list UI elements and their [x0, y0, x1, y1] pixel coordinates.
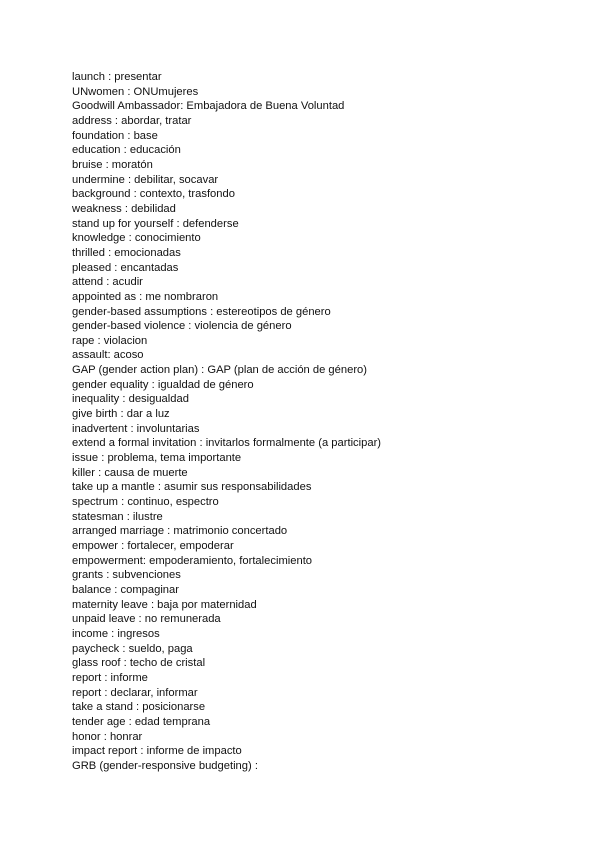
vocabulary-entry: glass roof : techo de cristal [72, 657, 206, 670]
vocabulary-entry: give birth : dar a luz [72, 408, 170, 421]
vocabulary-entry: GRB (gender-responsive budgeting) : [72, 759, 258, 772]
vocabulary-entry: assault: acoso [72, 349, 144, 362]
vocabulary-entry: launch : presentar [72, 71, 162, 83]
vocabulary-entry: foundation : base [72, 129, 158, 142]
vocabulary-entry: inadvertent : involuntarias [72, 422, 200, 435]
vocabulary-entry: GAP (gender action plan) : GAP (plan de acción de género) [72, 364, 367, 377]
vocabulary-entry: honor : honrar [72, 730, 143, 743]
vocabulary-list [72, 70, 381, 774]
vocabulary-entry: statesman : ilustre [72, 510, 163, 523]
vocabulary-entry: report : informe [72, 671, 148, 684]
vocabulary-entry: education : educación [72, 144, 181, 157]
vocabulary-entry: arranged marriage : matrimonio concertado [72, 525, 288, 538]
vocabulary-entry: take a stand : posicionarse [72, 701, 206, 714]
vocabulary-entry: gender-based violence : violencia de género [72, 320, 292, 333]
vocabulary-entry: empowerment: empoderamiento, fortalecimiento [72, 554, 313, 567]
vocabulary-entry: unpaid leave : no remunerada [72, 613, 221, 626]
vocabulary-entry: spectrum : continuo, espectro [72, 496, 219, 509]
vocabulary-entry: killer : causa de muerte [72, 466, 188, 479]
vocabulary-entry: undermine : debilitar, socavar [72, 173, 219, 186]
vocabulary-entry: bruise : moratón [72, 158, 153, 171]
vocabulary-entry: address : abordar, tratar [72, 114, 192, 127]
vocabulary-entry: maternity leave : baja por maternidad [72, 598, 257, 611]
vocabulary-entry: report : declarar, informar [72, 686, 198, 699]
vocabulary-entry: UNwomen : ONUmujeres [72, 85, 199, 98]
vocabulary-entry: knowledge : conocimiento [72, 232, 201, 245]
vocabulary-entry: pleased : encantadas [72, 261, 179, 274]
vocabulary-entry: issue : problema, tema importante [72, 452, 242, 465]
vocabulary-entry: stand up for yourself : defenderse [72, 217, 239, 230]
vocabulary-entry: paycheck : sueldo, paga [72, 642, 193, 655]
vocabulary-entry: empower : fortalecer, empoderar [72, 540, 234, 552]
vocabulary-entry: income : ingresos [72, 627, 160, 640]
vocabulary-entry: thrilled : emocionadas [72, 246, 181, 259]
vocabulary-entry: appointed as : me nombraron [72, 290, 219, 303]
vocabulary-entry: tender age : edad temprana [72, 715, 211, 728]
vocabulary-entry: gender-based assumptions : estereotipos de género [72, 305, 331, 318]
vocabulary-entry: attend : acudir [72, 276, 143, 289]
vocabulary-entry: balance : compaginar [72, 583, 179, 596]
vocabulary-entry: extend a formal invitation : invitarlos formalmente (a participar) [72, 437, 382, 450]
vocabulary-entry: weakness : debilidad [72, 202, 176, 215]
vocabulary-entry: grants : subvenciones [72, 569, 181, 582]
vocabulary-entry: gender equality : igualdad de género [72, 378, 254, 391]
vocabulary-entry: take up a mantle : asumir sus responsabilidades [72, 481, 312, 494]
vocabulary-entry: Goodwill Ambassador: Embajadora de Buena Voluntad [72, 100, 345, 113]
vocabulary-entry: background : contexto, trasfondo [72, 188, 235, 201]
vocabulary-entry: rape : violacion [72, 334, 148, 347]
vocabulary-entry: impact report : informe de impacto [72, 745, 242, 758]
vocabulary-entry: inequality : desigualdad [72, 393, 189, 406]
